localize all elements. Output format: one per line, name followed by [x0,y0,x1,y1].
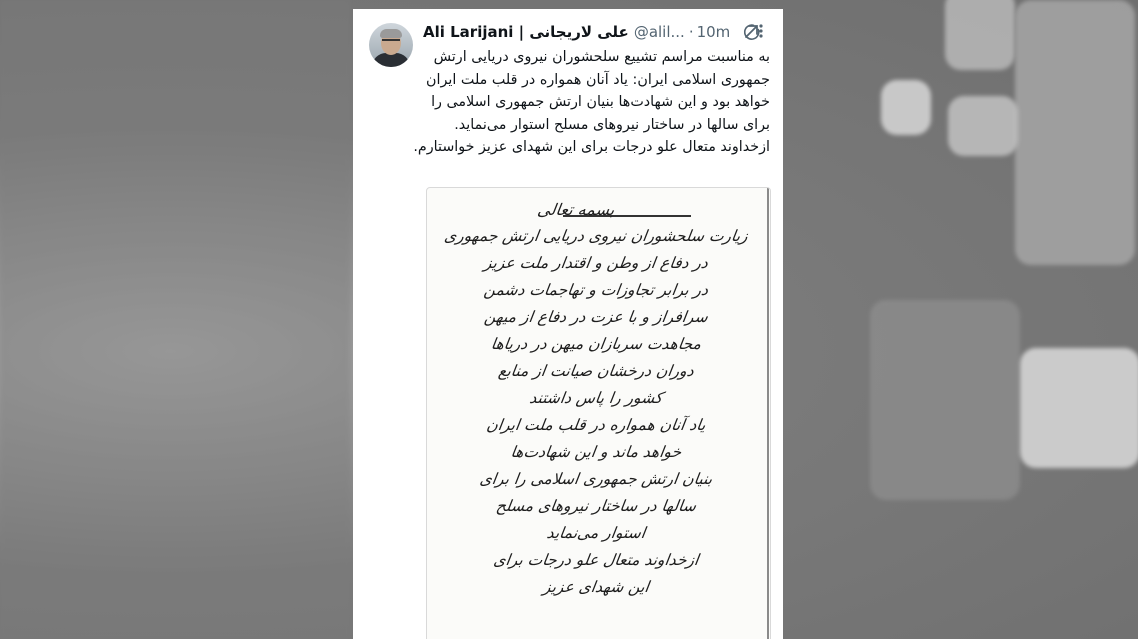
letter-line: سالها در ساختار نیروهای مسلح [494,497,698,515]
letter-line: یاد آنان همواره در قلب ملت ایران [485,416,707,434]
separator-dot: · [688,23,694,41]
avatar-suit [372,53,410,67]
letter-line: در برابر تجاوزات و تهاجمات دشمن [482,281,710,299]
tweet-header [423,21,769,43]
avatar[interactable] [369,23,413,67]
display-name[interactable]: Ali Larijani | علی لاریجانی [423,23,629,41]
background-shape [881,80,931,135]
user-handle[interactable]: @alil... [633,23,685,41]
more-vertical-icon[interactable] [753,21,769,41]
background-shape [945,0,1015,70]
background-shape [0,0,350,639]
letter-line: سرافراز و با عزت در دفاع از میهن [483,308,710,326]
letter-line: خواهد ماند و این شهادت‌ها [509,443,683,461]
background-shape [870,300,1020,500]
letter-line: کشور را پاس داشتند [528,389,664,407]
letter-line: بنیان ارتش جمهوری اسلامی را برای [478,470,714,488]
letter-edge-line [767,188,769,639]
letter-line: دوران درخشان صیانت از منابع [497,362,695,380]
background-shape [1020,348,1138,468]
letter-body [437,196,755,601]
avatar-glasses [382,39,400,45]
letter-line: ازخداوند متعال علو درجات برای [492,551,700,569]
handwritten-letter-image[interactable] [426,187,771,639]
letter-line: استوار می‌نماید [545,524,647,542]
letter-line: مجاهدت سربازان میهن در دریاها [489,335,703,353]
tweet-card [353,9,783,639]
letter-line: در دفاع از وطن و اقتدار ملت عزیز [482,254,710,272]
post-time[interactable]: 10m [696,23,731,41]
background-shape [1015,0,1135,265]
tweet-text: به مناسبت مراسم تشییع سلحشوران نیروی دریایی ارتش جمهوری اسلامی ایران: یاد آنان همواره در قلب ملت ایران خواهد بود و این شهادت‌ها بنیان ارتش جمهوری اسلامی را برای سالها در ساختار نیروهای مسلح استوار می‌نماید. ازخداوند متعال علو درجات برای این شهدای عزیز خواستارم. [413,49,770,155]
letter-line: بسمه تعالی [536,200,616,219]
avatar-hair [380,29,402,38]
letter-line: این شهدای عزیز [541,578,651,596]
letter-line: زیارت سلحشوران نیروی دریایی ارتش جمهوری [443,227,750,245]
background-shape [948,96,1018,156]
